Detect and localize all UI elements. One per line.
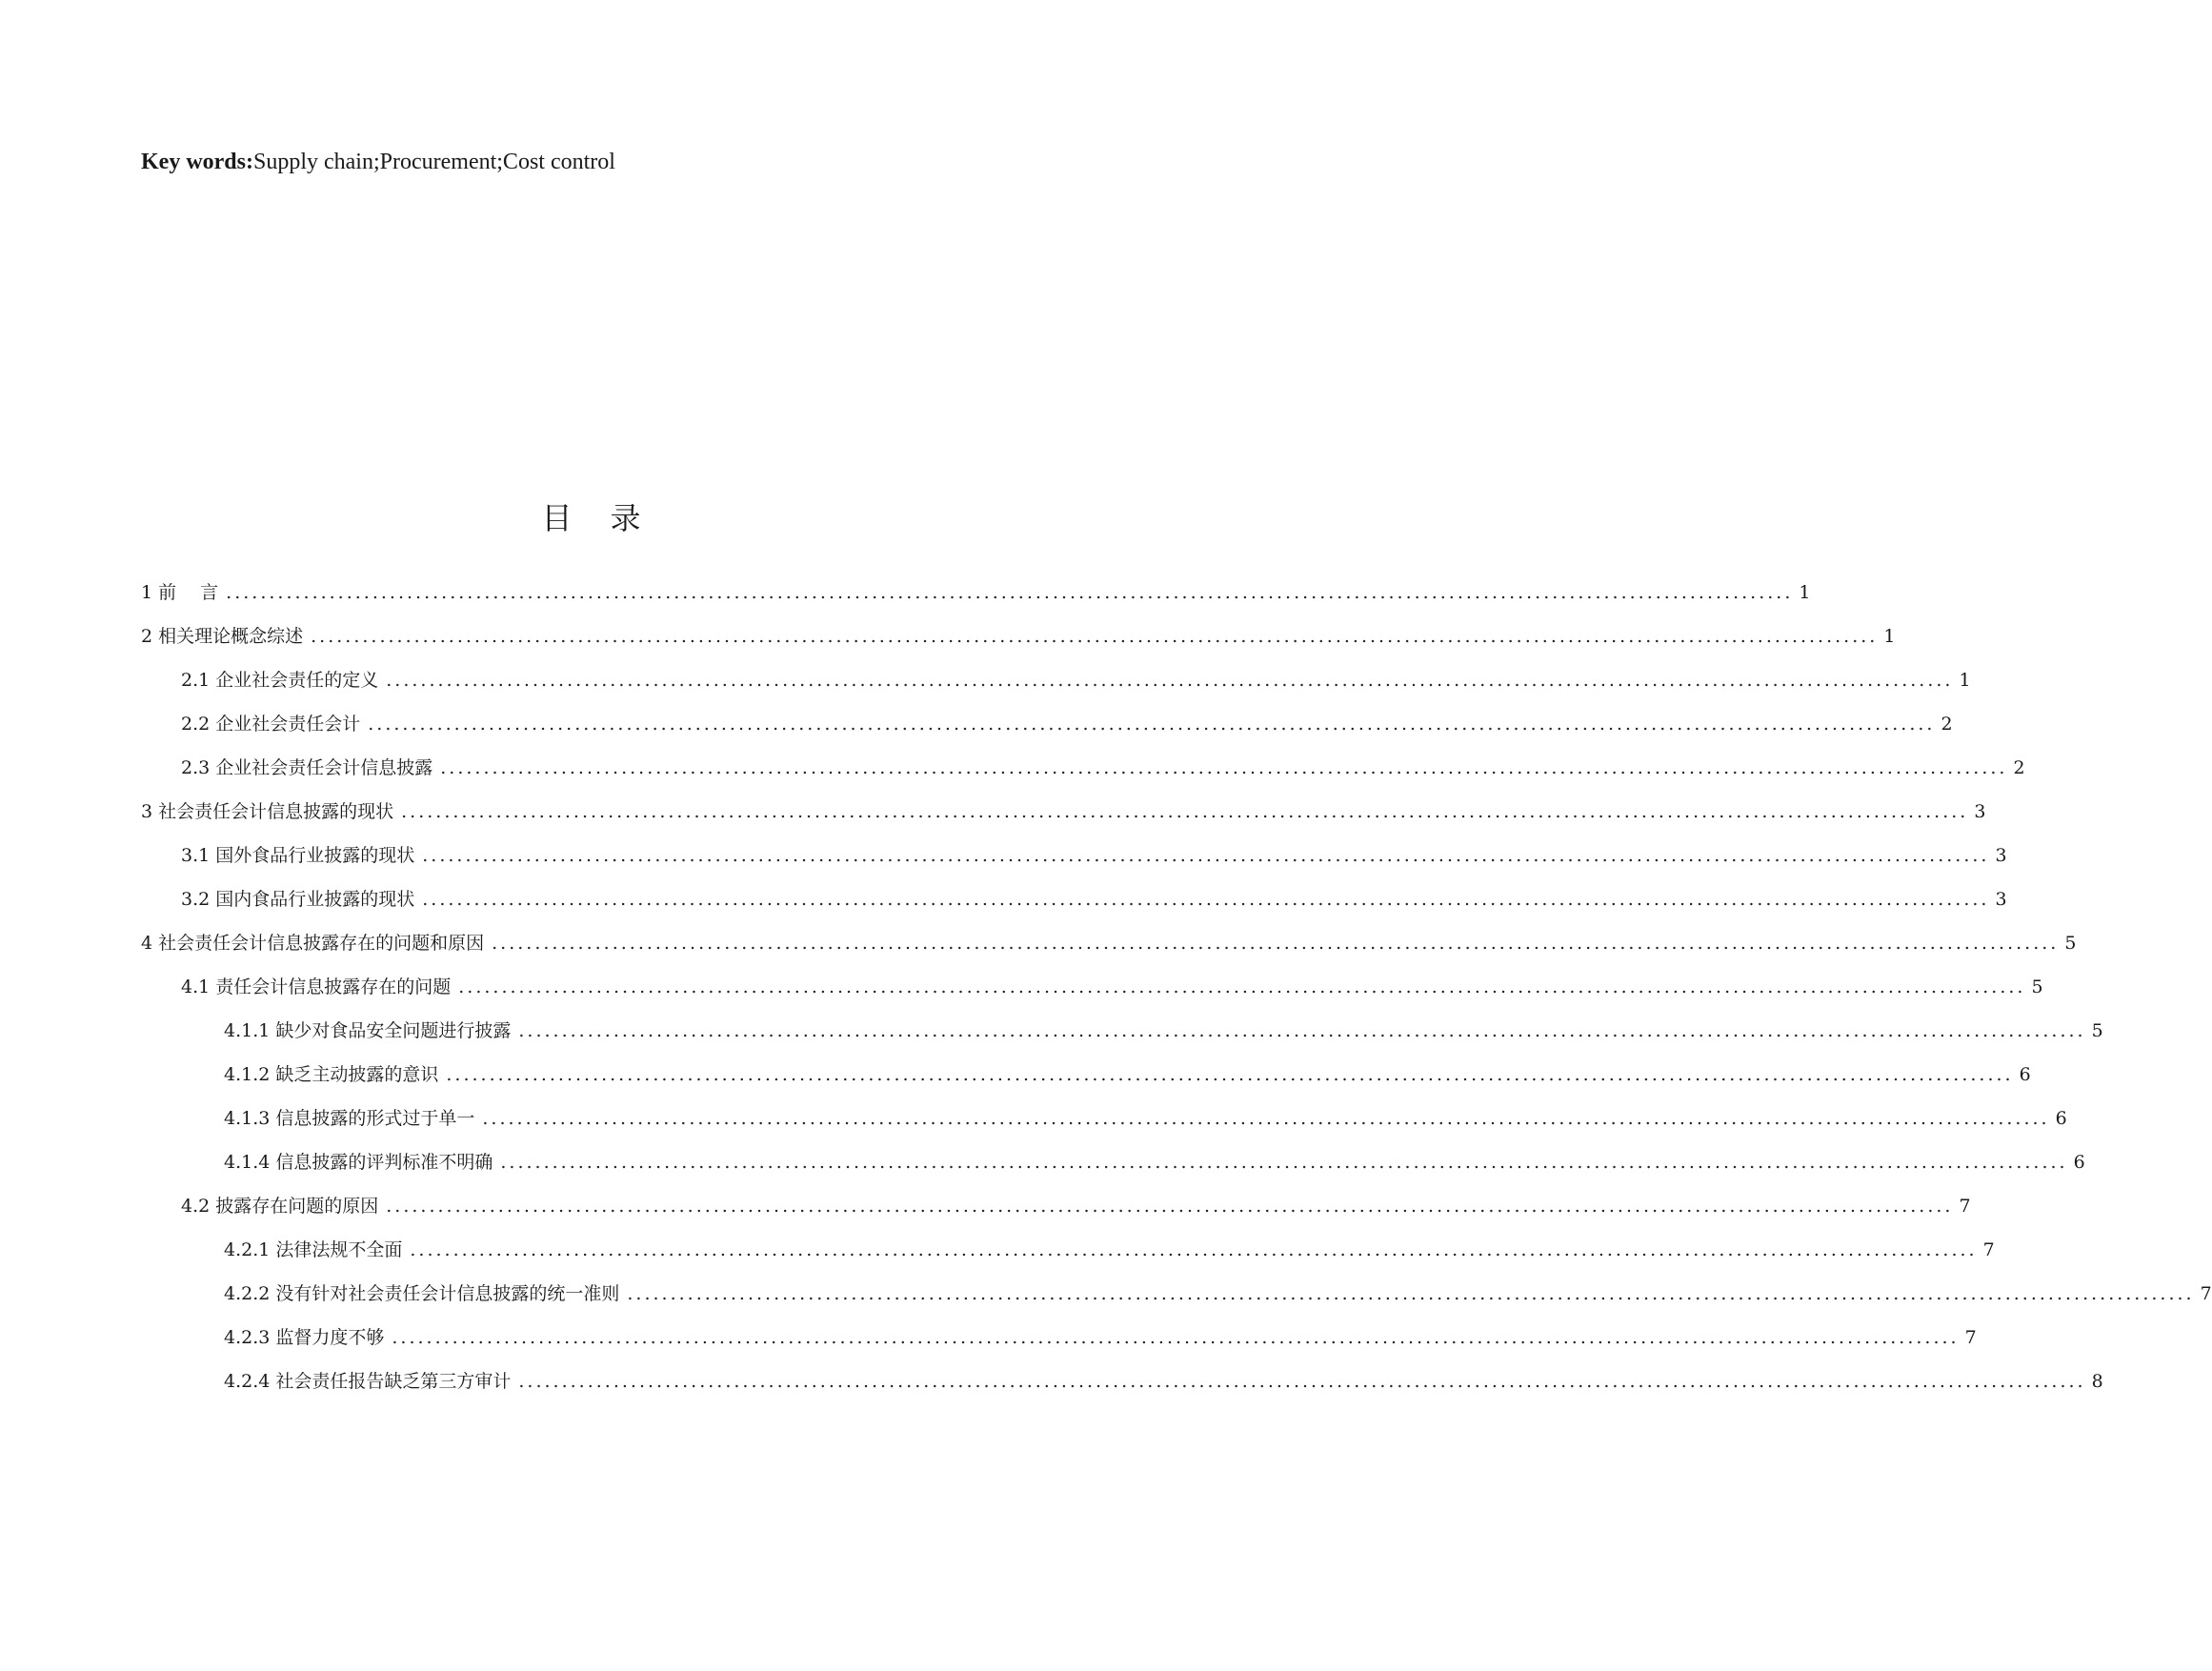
toc-entry-label: 4.1.2 缺乏主动披露的意识 [224,1064,439,1085]
toc-entry-label: 2.1 企业社会责任的定义 [181,670,379,691]
toc-entry[interactable] [181,666,1971,695]
toc-page-number: 6 [2019,1064,2031,1085]
toc-entry-label: 4.2.4 社会责任报告缺乏第三方审计 [224,1371,512,1392]
toc-leader-dots: ...................................................................................................................................................................................... [401,801,1969,822]
toc-page-number: 8 [2091,1371,2103,1392]
toc-entry-label: 2.3 企业社会责任会计信息披露 [181,757,433,778]
toc-entry-label: 4.1 责任会计信息披露存在的问题 [181,976,452,997]
toc-entry[interactable] [181,754,2025,782]
toc-title [0,497,1182,539]
toc-title-char-2: 录 [610,500,641,536]
toc-entry[interactable] [181,885,2007,914]
toc-entry-label: 4.1.3 信息披露的形式过于单一 [224,1108,475,1129]
toc-leader-dots: ...................................................................................................................................................................................... [226,582,1794,603]
toc-entry-label: 4.2.3 监督力度不够 [224,1327,385,1348]
toc-entry[interactable] [224,1017,2103,1045]
toc-leader-dots: ...................................................................................................................................................................................... [368,714,1936,735]
toc-leader-dots: ...................................................................................................................................................................................... [458,976,2026,997]
toc-entry[interactable] [141,797,1986,826]
toc-page-number: 5 [2031,976,2043,997]
toc-title-char-1: 目 [541,500,573,536]
toc-page-number: 3 [1995,889,2007,910]
toc-page-number: 6 [2073,1152,2085,1173]
toc-leader-dots: ...................................................................................................................................................................................... [422,845,1990,866]
toc-entry[interactable] [224,1367,2103,1396]
toc-entry[interactable] [181,1192,1971,1220]
toc-entry[interactable] [224,1236,1995,1264]
toc-entry-label: 4.1.1 缺少对食品安全问题进行披露 [224,1020,512,1041]
toc-leader-dots: ...................................................................................................................................................................................... [386,670,1954,691]
toc-entry[interactable] [224,1148,2085,1177]
toc-leader-dots: ...................................................................................................................................................................................... [410,1239,1978,1260]
toc-page-number: 3 [1974,801,1986,822]
toc-page-number: 2 [2013,757,2025,778]
toc-page-number: 7 [1959,1196,1971,1217]
toc-page-number: 7 [1964,1327,1977,1348]
toc-entry-label: 3.1 国外食品行业披露的现状 [181,845,415,866]
toc-entry-label: 2.2 企业社会责任会计 [181,714,361,735]
toc-leader-dots: ...................................................................................................................................................................................... [518,1020,2086,1041]
toc-entry[interactable] [224,1279,2212,1308]
toc-leader-dots: ...................................................................................................................................................................................... [518,1371,2086,1392]
toc-entry[interactable] [141,578,1811,607]
toc-page-number: 1 [1883,626,1896,647]
toc-entry-label: 2 相关理论概念综述 [141,626,304,647]
toc-entry-label: 1 前 言 [141,582,219,603]
toc-entry[interactable] [224,1104,2067,1133]
toc-entry-label: 4.2.1 法律法规不全面 [224,1239,403,1260]
toc-page-number: 3 [1995,845,2007,866]
toc-entry[interactable] [181,973,2043,1001]
toc-leader-dots: ...................................................................................................................................................................................... [627,1283,2195,1304]
toc-entry-label: 4.1.4 信息披露的评判标准不明确 [224,1152,493,1173]
toc-page-number: 1 [1959,670,1971,691]
toc-entry[interactable] [181,710,1953,738]
toc-leader-dots: ...................................................................................................................................................................................... [500,1152,2068,1173]
toc-entry-label: 4 社会责任会计信息披露存在的问题和原因 [141,933,485,954]
toc-leader-dots: ...................................................................................................................................................................................... [440,757,2008,778]
toc-leader-dots: ...................................................................................................................................................................................... [446,1064,2014,1085]
toc-entry-label: 3.2 国内食品行业披露的现状 [181,889,415,910]
toc-page-number: 7 [2200,1283,2212,1304]
toc-entry-label: 4.2.2 没有针对社会责任会计信息披露的统一准则 [224,1283,620,1304]
toc-page-number: 7 [1982,1239,1995,1260]
toc-entry[interactable] [141,622,1896,651]
toc-page-number: 1 [1799,582,1811,603]
toc-entry[interactable] [181,841,2007,870]
toc-leader-dots: ...................................................................................................................................................................................... [492,933,2060,954]
toc-entry[interactable] [224,1060,2031,1089]
keywords-text: Supply chain;Procurement;Cost control [252,150,615,174]
toc-page-number: 6 [2055,1108,2067,1129]
keywords-label: Key words: [141,150,253,174]
toc-entry[interactable] [224,1323,1977,1352]
toc-leader-dots: ...................................................................................................................................................................................... [392,1327,1960,1348]
toc-entry[interactable] [141,929,2077,957]
toc-leader-dots: ...................................................................................................................................................................................... [311,626,1879,647]
toc-page-number: 5 [2091,1020,2103,1041]
toc-leader-dots: ...................................................................................................................................................................................... [482,1108,2050,1129]
toc-page-number: 5 [2064,933,2077,954]
toc-page-number: 2 [1941,714,1953,735]
toc-entry-label: 3 社会责任会计信息披露的现状 [141,801,394,822]
toc-entry-label: 4.2 披露存在问题的原因 [181,1196,379,1217]
toc-leader-dots: ...................................................................................................................................................................................... [386,1196,1954,1217]
toc-leader-dots: ...................................................................................................................................................................................... [422,889,1990,910]
keywords-line [141,147,615,177]
